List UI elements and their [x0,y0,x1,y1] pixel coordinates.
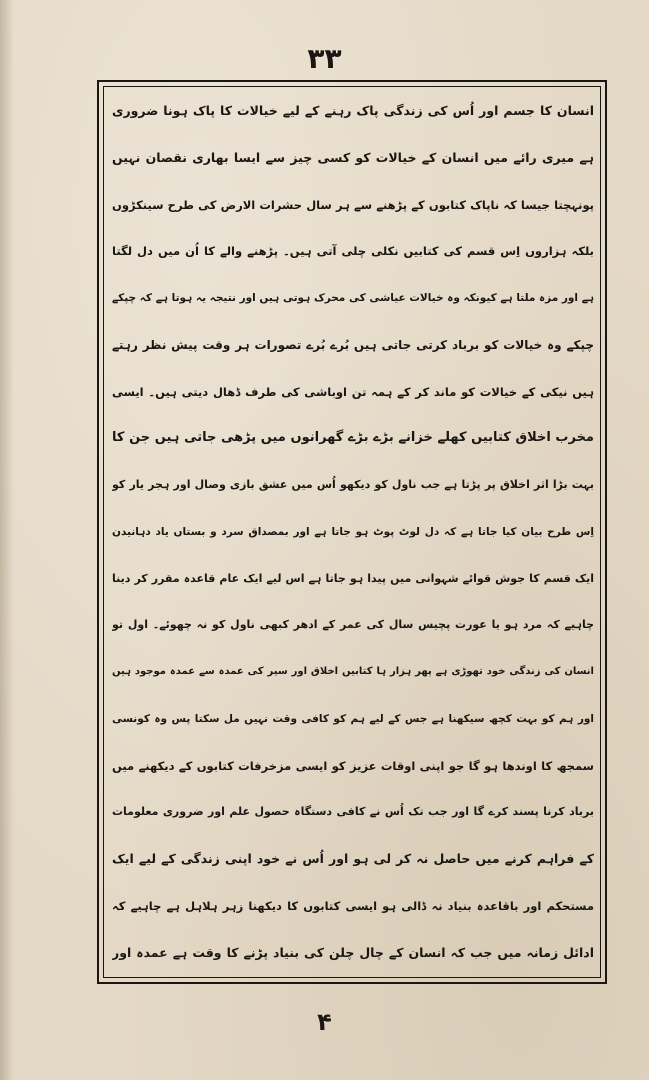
signature-mark: ۴ [317,1008,332,1036]
text-line: برباد کرنا پسند کرے گا اور جب تک اُس نے کافی دستگاہ حصول علم اور ضروری معلومات [112,805,594,819]
page-edge-shadow [0,0,14,1080]
text-line: مخرب اخلاق کتابیں کھلے خزانے بڑے بڑے گھرانوں میں پڑھی جاتی ہیں جن کا [112,430,594,446]
text-line: ہے اور مزہ ملتا ہے کیونکہ وہ خیالات عیاشی کی محرک ہوتی ہیں اور نتیجہ یہ ہوتا ہے کہ چپکے [112,292,594,305]
text-line: بلکہ ہزاروں اِس قسم کی کتابیں نکلی چلی آتی ہیں۔ پڑھنے والے کا اُن میں دل لگتا [112,244,594,259]
text-line: انسان کا جسم اور اُس کی زندگی پاک رہنے کے لیے خیالات کا پاک ہونا ضروری [112,103,594,118]
text-line: چاہیے کہ مرد ہو یا عورت پچیس سال کی عمر کے ادھر کبھی ناول کو نہ چھوئے۔ اول تو [112,618,594,632]
text-line: اور ہم کو بہت کچھ سیکھنا ہے جس کے لیے ہم کو کافی وقت نہیں مل سکتا پس وہ کونسی [112,712,594,725]
text-line: چپکے وہ خیالات کو برباد کرتی جاتی ہیں بُرے بُرے تصورات ہر وقت پیش نظر رہتے [112,337,594,352]
text-line: انسان کی زندگی خود تھوڑی ہے پھر ہزار ہا کتابیں اخلاق اور سیر کی عمدہ سے عمدہ موجود ہیں [112,666,594,678]
text-line: سمجھ کا اوندھا ہو گا جو اپنی اوقات عزیز کو ایسی مزخرفات کتابوں کے دیکھنے میں [112,758,594,773]
text-line: ہیں نیکی کے خیالات کو ماند کر کے ہمہ تن اوباشی کی طرف ڈھال دیتی ہیں۔ ایسی [112,384,594,399]
text-line: پونہچتا جیسا کہ ناپاک کتابوں کے پڑھنے سے ہر سال حشرات الارض کی طرح سینکڑوں [112,197,594,212]
text-line: ہے میری رائے میں انسان کے خیالات کو کسی چیز سے ایسا بھاری نقصان نہیں [112,149,594,165]
text-line: بہت بڑا اثر اخلاق پر پڑتا ہے جب ناول کو دیکھو اُس میں عشق بازی وصال اور ہجر یار کو [112,478,594,492]
page-number: ۳۳ [307,42,342,75]
text-line: ادائل زمانہ میں جب کہ انسان کے چال چلن کی بنیاد پڑنے کا وقت ہے عمدہ اور [112,944,594,960]
body-text [112,96,594,968]
text-line: مستحکم اور باقاعدہ بنیاد نہ ڈالی ہو ایسی کتابوں کا دیکھنا زہر ہلاہل ہے چاہیے کہ [112,899,594,914]
text-line: کے فراہم کرنے میں حاصل نہ کر لی ہو اور اُس نے خود اپنی زندگی کے لیے ایک [112,851,594,867]
text-line: ایک قسم کا جوش قوائے شہوانی میں پیدا ہو جاتا ہے اس لیے ایک عام قاعدہ مقرر کر دینا [112,571,594,585]
text-line: اِس طرح بیان کیا جاتا ہے کہ دل لوٹ پوٹ ہو جاتا ہے اور بمصداق سرد و بستاں یاد دہانیدن [112,525,594,538]
